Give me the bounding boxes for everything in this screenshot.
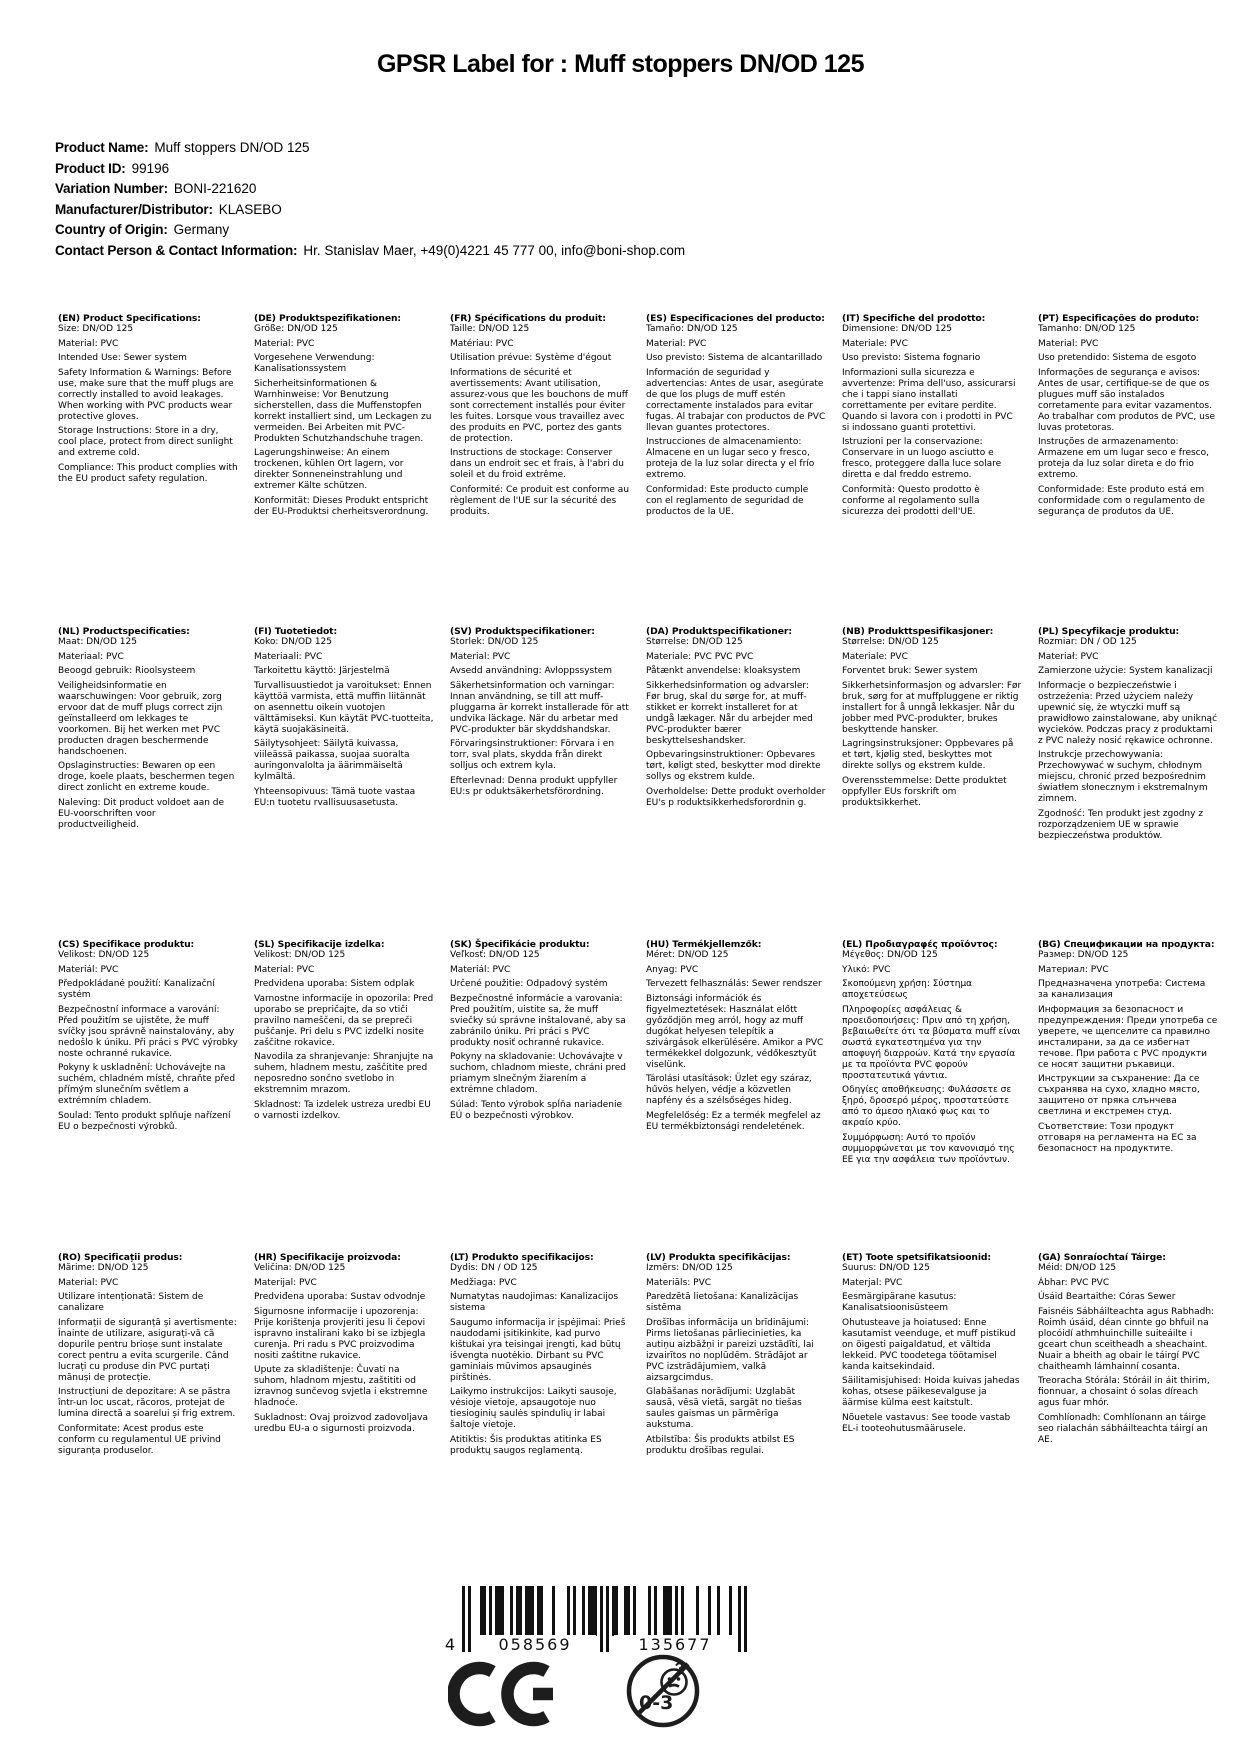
spec-paragraph: Utilizare intenționată: Sistem de canalizare <box>58 1292 204 1313</box>
spec-paragraph: Glabāšanas norādījumi: Uzglabāt sausā, vēsā vietā, sargāt no tiešas saules gaismas un pārmērīga aukstuma. <box>646 1387 802 1430</box>
spec-paragraph: Saugumo informacija ir įspėjimai: Prieš naudodami įsitikinkite, kad purvo kištukai yra teisingai įrengti, kad būtų išvengta nuotėkio. Dirbant su PVC gaminiais mūvimos apsauginės pirštinės. <box>450 1317 626 1383</box>
spec-paragraph: Conformità: Questo prodotto è conforme al regolamento sulla sicurezza dei prodotti dell'UE. <box>842 484 980 517</box>
spec-paragraph: Predviđena uporaba: Sustav odvodnje <box>254 1292 426 1302</box>
spec-paragraph: Sicherheitsinformationen & Warnhinweise: Vor Benutzung sicherstellen, dass die Muffenstopfen korrekt installiert sind, um Leckagen zu vermeiden. Bei Arbeiten mit PVC-Produkten Schutzhandschuhe tragen. <box>254 378 432 444</box>
spec-paragraph: Информация за безопасност и предупреждения: Преди употреба се уверете, че щепселите са правилно инсталирани, за да се избегнат течове. При работа с PVC продукти се носят защитни ръкавици. <box>1038 1004 1218 1070</box>
language-block-header: (BG) Спецификации на продукта: <box>1038 939 1215 950</box>
spec-paragraph: Materiale: PVC <box>842 338 908 349</box>
spec-paragraph: Compliance: This product complies with the EU product safety regulation. <box>58 462 238 484</box>
spec-paragraph: Materjal: PVC <box>842 1277 903 1288</box>
ean-barcode <box>440 1586 750 1660</box>
age-warning-0-3-icon <box>624 1652 702 1734</box>
language-block-header: (LT) Produkto specifikacijos: <box>450 1252 594 1263</box>
product-info-label: Product Name: <box>55 140 149 155</box>
spec-paragraph: Größe: DN/OD 125 <box>254 324 338 334</box>
spec-paragraph: Предназначена употреба: Система за канализация <box>1038 979 1206 1000</box>
language-block-header: (DE) Produktspezifikationen: <box>254 313 401 324</box>
spec-paragraph: Størrelse: DN/OD 125 <box>646 637 743 647</box>
language-block-hu <box>646 939 826 1252</box>
spec-paragraph: Informazioni sulla sicurezza e avvertenze: Prima dell'uso, assicurarsi che i tappi siano installati correttamente per evitare perdite. Quando si lavora con i prodotti in PVC si indossano guanti protettivi. <box>842 367 1016 433</box>
language-block-et <box>842 1252 1022 1565</box>
spec-paragraph: Avsedd användning: Avloppssystem <box>450 666 613 676</box>
spec-paragraph: Naleving: Dit product voldoet aan de EU-voorschriften voor productveiligheid. <box>58 797 225 830</box>
product-info-value: KLASEBO <box>218 201 282 217</box>
product-info-row <box>55 179 685 200</box>
ce-mark-icon <box>448 1658 560 1734</box>
spec-paragraph: Informações de segurança e avisos: Antes de usar, certifique-se de que os plugues muff são instalados corretamente para evitar vazamentos. Ao trabalhar com produtos de PVC, use luvas protetoras. <box>1038 367 1216 433</box>
product-info-row <box>55 159 685 180</box>
spec-paragraph: Material: PVC <box>450 651 511 662</box>
spec-paragraph: Material: PVC <box>254 964 315 975</box>
language-block-header: (FI) Tuotetiedot: <box>254 626 338 637</box>
language-block-header: (FR) Spécifications du produit: <box>450 313 606 324</box>
spec-paragraph: Инструкции за съхранение: Да се съхранява на сухо, хладно място, защитено от пряка слънчева светлина и екстремен студ. <box>1038 1074 1200 1117</box>
spec-paragraph: Ábhar: PVC PVC <box>1038 1277 1110 1288</box>
barcode-left-digits: 058569 <box>474 1635 596 1654</box>
spec-paragraph: Určené použitie: Odpadový systém <box>450 979 608 989</box>
language-block-nb <box>842 626 1022 939</box>
spec-paragraph: Размер: DN/OD 125 <box>1038 950 1129 960</box>
spec-paragraph: Maat: DN/OD 125 <box>58 637 137 647</box>
spec-paragraph: Instruções de armazenamento: Armazene em um lugar seco e fresco, proteja da luz solar direta e do frio extremo. <box>1038 437 1209 480</box>
spec-paragraph: Informations de sécurité et avertissements: Avant utilisation, assurez-vous que les bouchons de muff sont correctement installés pour éviter les fuites. Lorsque vous travaillez avec des produits en PVC, portez des gants de protection. <box>450 367 628 444</box>
language-block-fi <box>254 626 434 939</box>
language-block-de <box>254 313 434 626</box>
spec-paragraph: Intended Use: Sewer system <box>58 353 187 363</box>
spec-paragraph: Storage Instructions: Store in a dry, cool place, protect from direct sunlight and extreme cold. <box>58 426 233 458</box>
spec-paragraph: Conformité: Ce produit est conforme au règlement de l'UE sur la sécurité des produits. <box>450 484 630 517</box>
spec-paragraph: Sikkerhedsinformation og advarsler: Før brug, skal du sørge for, at muff-stikket er korrekt installeret for at undgå lækager. Når du arbejder med PVC-produkter bærer beskyttelseshandsker. <box>646 680 813 746</box>
language-block-header: (HR) Specifikacije proizvoda: <box>254 1252 401 1263</box>
spec-paragraph: Instrukcje przechowywania: Przechowywać w suchym, chłodnym miejscu, chronić przed bezpośrednim światłem słonecznym i ekstremalnym zimnem. <box>1038 750 1208 804</box>
spec-paragraph: Numatytas naudojimas: Kanalizacijos sistema <box>450 1292 619 1313</box>
spec-paragraph: Mărime: DN/OD 125 <box>58 1263 149 1273</box>
language-block-header: (EL) Προδιαγραφές προϊόντος: <box>842 939 998 950</box>
spec-paragraph: Instrucțiuni de depozitare: A se păstra într-un loc uscat, răcoros, protejat de lumina directă a soarelui și frig extrem. <box>58 1387 236 1419</box>
spec-paragraph: Predvidena uporaba: Sistem odplak <box>254 979 415 989</box>
spec-paragraph: Overholdelse: Dette produkt overholder EU's p roduktsikkerhedsforordnin g. <box>646 786 826 808</box>
spec-paragraph: Οδηγίες αποθήκευσης: Φυλάσσετε σε ξηρό, δροσερό μέρος, προστατεύστε από το άμεσο ηλιακό φως και το ακραίο κρύο. <box>842 1085 1012 1128</box>
spec-paragraph: Yhteensopivuus: Tämä tuote vastaa EU:n tuotetu rvallisuusasetusta. <box>254 786 416 808</box>
spec-paragraph: Tamaño: DN/OD 125 <box>646 324 738 334</box>
spec-paragraph: Υλικό: PVC <box>842 964 891 975</box>
spec-paragraph: Utilisation prévue: Système d'égout <box>450 353 612 363</box>
spec-paragraph: Varnostne informacije in opozorila: Pred uporabo se prepričajte, da so vtiči pravilno nameščeni, da se prepreči puščanje. Pri delu s PVC izdelki nosite zaščitne rokavice. <box>254 993 434 1048</box>
spec-paragraph: Veľkosť: DN/OD 125 <box>450 950 540 960</box>
spec-paragraph: Dimensione: DN/OD 125 <box>842 324 953 334</box>
spec-paragraph: Instructions de stockage: Conserver dans un endroit sec et frais, à l'abri du soleil et du froid extrême. <box>450 448 624 480</box>
language-block-sk <box>450 939 630 1252</box>
spec-paragraph: Materiale: PVC <box>842 651 908 662</box>
language-block-ro <box>58 1252 238 1565</box>
spec-paragraph: Velikost: DN/OD 125 <box>254 950 346 960</box>
product-info-row <box>55 241 685 262</box>
spec-paragraph: Bezpečnostní informace a varování: Před použitím se ujistěte, že muff svíčky jsou správně nainstalovány, aby nedošlo k úniku. Při práci s PVC výrobky noste ochranné rukavice. <box>58 1004 238 1059</box>
spec-paragraph: Paredzētā lietošana: Kanalizācijas sistēma <box>646 1292 799 1313</box>
spec-paragraph: Säilitamisjuhised: Hoida kuivas jahedas kohas, otsese päikesevalguse ja äärmise külma eest kaitstult. <box>842 1376 1020 1408</box>
spec-paragraph: Materiale: PVC PVC PVC <box>646 651 754 662</box>
spec-paragraph: Eesmärgipärane kasutus: Kanalisatsioonisüsteem <box>842 1292 957 1313</box>
language-block-header: (SL) Specifikacije izdelka: <box>254 939 385 950</box>
spec-paragraph: Materiaali: PVC <box>254 651 323 662</box>
spec-paragraph: Bezpečnostné informácie a varovania: Pred použitím, uistite sa, že muff sviečky sú správne inštalované, aby sa zabránilo úniku. Pri práci s PVC produkty nosiť ochranné rukavice. <box>450 993 626 1048</box>
language-block-el <box>842 939 1022 1252</box>
spec-paragraph: Beoogd gebruik: Rioolsysteem <box>58 666 196 676</box>
language-block-sv <box>450 626 630 939</box>
language-block-it <box>842 313 1022 626</box>
spec-paragraph: Rozmiar: DN / OD 125 <box>1038 637 1137 647</box>
spec-paragraph: Comhlíonadh: Comhlíonann an táirge seo rialachán sábháilteachta táirgí an AE. <box>1038 1412 1208 1445</box>
language-block-header: (IT) Specifiche del prodotto: <box>842 313 986 324</box>
language-block-header: (EN) Product Specifications: <box>58 313 201 324</box>
language-block-header: (ES) Especificaciones del producto: <box>646 313 825 324</box>
spec-paragraph: Opbevaringsinstruktioner: Opbevares tørt, køligt sted, beskytter mod direkte sollys og ekstrem kulde. <box>646 750 821 782</box>
spec-paragraph: Pokyny na skladovanie: Uchovávajte v suchom, chladnom mieste, chráni pred priamym slnečným žiarením a extrémne chladom. <box>450 1052 626 1095</box>
spec-paragraph: Efterlevnad: Denna produkt uppfyller EU:s pr oduktsäkerhetsförordning. <box>450 775 618 797</box>
language-block-header: (HU) Termékjellemzők: <box>646 939 762 950</box>
spec-paragraph: Treoracha Stórála: Stóráil in áit thirim, fionnuar, a chosaint ó solas díreach agus fuar mhór. <box>1038 1376 1210 1408</box>
spec-paragraph: Съответствие: Този продукт отговаря на регламента на ЕС за безопасност на продуктите. <box>1038 1121 1197 1154</box>
spec-paragraph: Skladnost: Ta izdelek ustreza uredbi EU o varnosti izdelkov. <box>254 1099 431 1121</box>
language-block-bg <box>1038 939 1218 1252</box>
spec-paragraph: Tárolási utasítások: Üzlet egy száraz, hűvös helyen, védje a közvetlen napfény és a szélsőséges hideg. <box>646 1074 812 1106</box>
spec-paragraph: Overensstemmelse: Dette produktet oppfyller EUs forskrift om produktsikkerhet. <box>842 775 1007 808</box>
spec-paragraph: Материал: PVC <box>1038 964 1109 975</box>
barcode-bar <box>744 1586 747 1652</box>
product-info-label: Contact Person & Contact Information: <box>55 242 298 258</box>
language-block-en <box>58 313 238 626</box>
language-block-fr <box>450 313 630 626</box>
spec-paragraph: Ohutusteave ja hoiatused: Enne kasutamist veenduge, et muff pistikud on õigesti paigaldatud, et vältida lekkeid. PVC toodetega töötamisel kanda kaitsekindaid. <box>842 1317 1016 1372</box>
language-block-lt <box>450 1252 630 1565</box>
spec-paragraph: Material: PVC <box>58 338 119 349</box>
language-block-es <box>646 313 826 626</box>
language-block-header: (ET) Toote spetsifikatsioonid: <box>842 1252 991 1263</box>
spec-paragraph: Koko: DN/OD 125 <box>254 637 332 647</box>
spec-paragraph: Uso previsto: Sistema fognario <box>842 353 981 363</box>
spec-paragraph: Materiāls: PVC <box>646 1277 712 1288</box>
spec-paragraph: Pokyny k uskladnění: Uchovávejte na suchém, chladném místě, chraňte před přímým slunečním světlem a extrémním chladem. <box>58 1063 236 1106</box>
product-info-value: Hr. Stanislav Maer, +49(0)4221 45 777 00, info@boni-shop.com <box>303 242 686 258</box>
spec-paragraph: Zgodność: Ten produkt jest zgodny z rozporządzeniem UE w sprawie bezpieczeństwa produktów. <box>1038 808 1204 841</box>
spec-paragraph: Uso pretendido: Sistema de esgoto <box>1038 353 1197 363</box>
spec-paragraph: Istruzioni per la conservazione: Conservare in un luogo asciutto e fresco, proteggere dalla luce solare diretta e dal freddo estremo. <box>842 437 1002 480</box>
product-info <box>55 138 685 262</box>
spec-paragraph: Sikkerhetsinformasjon og advarsler: Før bruk, sørg for at muffpluggene er riktig installert for å unngå lekkasjer. Når du jobber med PVC-produkter, brukes beskyttende hansker. <box>842 680 1022 735</box>
product-info-label: Country of Origin: <box>55 222 168 238</box>
page-title: GPSR Label for : Muff stoppers DN/OD 125 <box>376 50 864 78</box>
spec-paragraph: Storlek: DN/OD 125 <box>450 637 539 647</box>
language-block-header: (LV) Produkta specifikācijas: <box>646 1252 791 1263</box>
language-block-da <box>646 626 826 939</box>
spec-paragraph: Sigurnosne informacije i upozorenja: Prije korištenja provjeriti jesu li čepovi ispravno instalirani kako bi se izbjegla curenja. Pri radu s PVC proizvodima nositi zaštitne rukavice. <box>254 1306 426 1361</box>
spec-paragraph: Turvallisuustiedot ja varoitukset: Ennen käyttöä varmista, että muffin liitännät on asennettu oikein vuotojen välttämiseksi. Kun käytät PVC-tuotteita, käytä suojakäsineitä. <box>254 680 434 735</box>
spec-paragraph: Konformität: Dieses Produkt entspricht der EU-Produktsi cherheitsverordnung. <box>254 495 429 517</box>
product-info-row <box>55 200 685 221</box>
spec-paragraph: Materiál: PVC <box>58 964 119 975</box>
language-block-ga <box>1038 1252 1218 1565</box>
spec-paragraph: Informacje o bezpieczeństwie i ostrzeżenia: Przed użyciem należy upewnić się, że wtyczki muff są prawidłowo zainstalowane, aby uniknąć wycieków. Podczas pracy z produktami z PVC należy nosić rękawice ochronne. <box>1038 680 1218 746</box>
spec-paragraph: Velikost: DN/OD 125 <box>58 950 150 960</box>
product-info-value: Muff stoppers DN/OD 125 <box>154 140 310 155</box>
spec-paragraph: Súlad: Tento výrobok spĺňa nariadenie EÚ o bezpečnosti výrobkov. <box>450 1099 623 1121</box>
language-block-header: (SV) Produktspecifikationer: <box>450 626 595 637</box>
spec-paragraph: Faisnéis Sábháilteachta agus Rabhadh: Roimh úsáid, déan cinnte go bhfuil na plocóidí athmhuinchille suiteáilte i gceart chun sceitheadh a sheachaint. Nuair a bheith ag obair le táirgí PVC chaitheamh lámhainní cosanta. <box>1038 1306 1215 1372</box>
spec-paragraph: Förvaringsinstruktioner: Förvara i en torr, sval plats, skydda från direkt solljus och extrem kyla. <box>450 739 615 771</box>
spec-paragraph: Zamierzone użycie: System kanalizacji <box>1038 666 1213 676</box>
spec-paragraph: Conformidad: Este producto cumple con el reglamento de seguridad de productos de la UE. <box>646 484 809 517</box>
spec-paragraph: Megfelelőség: Ez a termék megfelel az EU termékbiztonsági rendeletének. <box>646 1110 821 1132</box>
spec-paragraph: Uso previsto: Sistema de alcantarillado <box>646 353 823 363</box>
spec-paragraph: Lagringsinstruksjoner: Oppbevares på et tørt, kjølig sted, beskyttes mot direkte sollys og ekstrem kulde. <box>842 739 1014 771</box>
spec-paragraph: Säilytysohjeet: Säilytä kuivassa, viileässä paikassa, suojaa suoralta auringonvalolta ja äärimmäiseltä kylmältä. <box>254 739 410 782</box>
language-block-sl <box>254 939 434 1252</box>
language-block-cs <box>58 939 238 1252</box>
language-block-header: (PT) Especificações do produto: <box>1038 313 1200 324</box>
product-info-value: 99196 <box>131 160 170 176</box>
spec-paragraph: Veiligheidsinformatie en waarschuwingen: Voor gebruik, zorg ervoor dat de muff plugs correct zijn geïnstalleerd om lekkages te voorkomen. Bij het werken met PVC producten dragen beschermende handschoenen. <box>58 680 223 757</box>
spec-paragraph: Material: PVC <box>1038 338 1099 349</box>
spec-paragraph: Sukladnost: Ovaj proizvod zadovoljava uredbu EU-a o sigurnosti proizvoda. <box>254 1412 428 1434</box>
spec-paragraph: Anyag: PVC <box>646 964 699 975</box>
spec-paragraph: Instrucciones de almacenamiento: Almacene en un lugar seco y fresco, proteja de la luz solar directa y el frío extremo. <box>646 437 815 480</box>
spec-paragraph: Medžiaga: PVC <box>450 1277 517 1288</box>
spec-paragraph: Opslaginstructies: Bewaren op een droge, koele plaats, beschermen tegen direct zonlicht en extreme koude. <box>58 761 235 793</box>
language-block-pt <box>1038 313 1218 626</box>
spec-paragraph: Úsáid Beartaithe: Córas Sewer <box>1038 1292 1176 1302</box>
language-block-header: (NB) Produkttspesifikasjoner: <box>842 626 994 637</box>
product-info-row <box>55 138 685 159</box>
language-block-nl <box>58 626 238 939</box>
spec-paragraph: Laikymo instrukcijos: Laikyti sausoje, vėsioje vietoje, apsaugotoje nuo tiesioginių saulės spindulių ir labai šaltoje vietoje. <box>450 1387 617 1430</box>
spec-paragraph: Lagerungshinweise: An einem trockenen, kühlen Ort lagern, vor direkter Sonneneinstrahlung und extremer Kälte schützen. <box>254 448 404 491</box>
spec-paragraph: Atitiktis: Šis produktas atitinka ES produktų saugos reglamentą. <box>450 1434 602 1456</box>
spec-paragraph: Předpokládané použití: Kanalizační systém <box>58 979 215 1000</box>
spec-paragraph: Material: PVC <box>254 338 315 349</box>
spec-paragraph: Informații de siguranță și avertismente: Înainte de utilizare, asigurați-vă că dopurile pentru brioșe sunt instalate corect pentru a evita scurgerile. Când lucrați cu produse din PVC purtați mănuși de protecție. <box>58 1317 237 1383</box>
spec-paragraph: Conformitate: Acest produs este conform cu regulamentul UE privind siguranța produselor. <box>58 1423 221 1456</box>
spec-paragraph: Dydis: DN / OD 125 <box>450 1263 538 1273</box>
spec-paragraph: Izmērs: DN/OD 125 <box>646 1263 733 1273</box>
spec-paragraph: Méret: DN/OD 125 <box>646 950 729 960</box>
spec-paragraph: Materiál: PVC <box>450 964 511 975</box>
language-block-header: (SK) Špecifikácie produktu: <box>450 939 590 950</box>
spec-paragraph: Size: DN/OD 125 <box>58 324 134 334</box>
language-block-pl <box>1038 626 1218 939</box>
product-info-row <box>55 220 685 241</box>
spec-paragraph: Suurus: DN/OD 125 <box>842 1263 930 1273</box>
spec-paragraph: Taille: DN/OD 125 <box>450 324 530 334</box>
product-info-label: Variation Number: <box>55 181 168 197</box>
spec-paragraph: Størrelse: DN/OD 125 <box>842 637 939 647</box>
language-block-lv <box>646 1252 826 1565</box>
spec-paragraph: Información de seguridad y advertencias: Antes de usar, asegúrate de que los plugs de muff estén correctamente instalados para evitar fugas. Al trabajar con productos de PVC llevan guantes protectores. <box>646 367 826 433</box>
spec-paragraph: Drošības informācija un brīdinājumi: Pirms lietošanas pārliecinieties, ka autiņu aizbāžņi ir pareizi uzstādīti, lai izvairītos no noplūdēm. Strādājot ar PVC izstrādājumiem, valkā aizsargcimdus. <box>646 1317 814 1383</box>
spec-paragraph: Materiał: PVC <box>1038 651 1099 662</box>
spec-paragraph: Safety Information & Warnings: Before use, make sure that the muff plugs are correctly installed to avoid leakages. When working with PVC products wear protective gloves. <box>58 367 234 422</box>
spec-paragraph: Πληροφορίες ασφάλειας & προειδοποιήσεις: Πριν από τη χρήση, βεβαιωθείτε ότι τα βύσματα muff είναι σωστά εγκατεστημένα για την αποφυγή διαρροών. Κατά την εργασία με τα προϊόντα PVC φορούν προστατευτικά γάντια. <box>842 1004 1021 1081</box>
spec-paragraph: Atbilstība: Šis produkts atbilst ES produktu drošības regulai. <box>646 1434 795 1456</box>
spec-paragraph: Σκοπούμενη χρήση: Σύστημα αποχετεύσεως <box>842 979 973 1000</box>
spec-paragraph: Conformidade: Este produto está em conformidade com o regulamento de segurança de produtos da UE. <box>1038 484 1206 517</box>
product-info-label: Product ID: <box>55 160 126 176</box>
spec-paragraph: Navodila za shranjevanje: Shranjujte na suhem, hladnem mestu, zaščitite pred neposredno sončno svetlobo in ekstremnim mrazom. <box>254 1052 434 1095</box>
barcode-prefix-digit: 4 <box>440 1635 460 1654</box>
spec-paragraph: Vorgesehene Verwendung: Kanalisationssystem <box>254 353 375 374</box>
spec-paragraph: Matériau: PVC <box>450 338 514 349</box>
barcode-right-digits: 135677 <box>614 1635 736 1654</box>
spec-paragraph: Συμμόρφωση: Αυτό το προϊόν συμμορφώνεται με τον κανονισμό της ΕΕ για την ασφάλεια των προϊόντων. <box>842 1132 1015 1165</box>
language-grid <box>58 313 1224 1565</box>
language-block-header: (NL) Productspecificaties: <box>58 626 190 637</box>
spec-paragraph: Tamanho: DN/OD 125 <box>1038 324 1136 334</box>
spec-paragraph: Påtænkt anvendelse: kloaksystem <box>646 666 801 676</box>
product-info-value: Germany <box>173 222 230 238</box>
language-block-hr <box>254 1252 434 1565</box>
spec-paragraph: Nõuetele vastavus: See toode vastab EL-i tooteohutusmäärusele. <box>842 1412 1011 1434</box>
spec-paragraph: Upute za skladištenje: Čuvati na suhom, hladnom mjestu, zaštititi od izravnog sunčevog svjetla i ekstremne hladnoće. <box>254 1365 428 1408</box>
spec-paragraph: Material: PVC <box>58 1277 119 1288</box>
spec-paragraph: Tervezett felhasználás: Sewer rendszer <box>646 979 822 989</box>
language-block-header: (CS) Specifikace produktu: <box>58 939 195 950</box>
age-warning-label: 0-3 <box>639 1692 674 1714</box>
spec-paragraph: Material: PVC <box>646 338 707 349</box>
product-info-label: Manufacturer/Distributor: <box>55 201 213 217</box>
spec-paragraph: Méid: DN/OD 125 <box>1038 1263 1117 1273</box>
spec-paragraph: Materijal: PVC <box>254 1277 317 1288</box>
language-block-header: (DA) Produktspecifikationer: <box>646 626 792 637</box>
spec-paragraph: Biztonsági információk és figyelmeztetések: Használat előtt győződjön meg arról, hogy az muff dugókat helyesen telepítik a szivárgások elkerülésére. Amikor a PVC termékekkel dolgozunk, védőkesztyűt viselünk. <box>646 993 824 1070</box>
spec-paragraph: Μέγεθος: DN/OD 125 <box>842 950 938 960</box>
spec-paragraph: Säkerhetsinformation och varningar: Innan användning, se till att muff-pluggarna är korrekt installerade för att undvika läckage. När du arbetar med PVC-produkter bär skyddshandskar. <box>450 680 629 735</box>
spec-paragraph: Forventet bruk: Sewer system <box>842 666 978 676</box>
language-block-header: (PL) Specyfikacje produktu: <box>1038 626 1180 637</box>
spec-paragraph: Soulad: Tento produkt splňuje nařízení EU o bezpečnosti výrobků. <box>58 1110 231 1132</box>
spec-paragraph: Materiaal: PVC <box>58 651 124 662</box>
product-info-value: BONI-221620 <box>173 181 257 197</box>
language-block-header: (GA) Sonraíochtaí Táirge: <box>1038 1252 1166 1263</box>
spec-paragraph: Veličina: DN/OD 125 <box>254 1263 346 1273</box>
spec-paragraph: Tarkoitettu käyttö: Järjestelmä <box>254 666 390 676</box>
language-block-header: (RO) Specificații produs: <box>58 1252 183 1263</box>
